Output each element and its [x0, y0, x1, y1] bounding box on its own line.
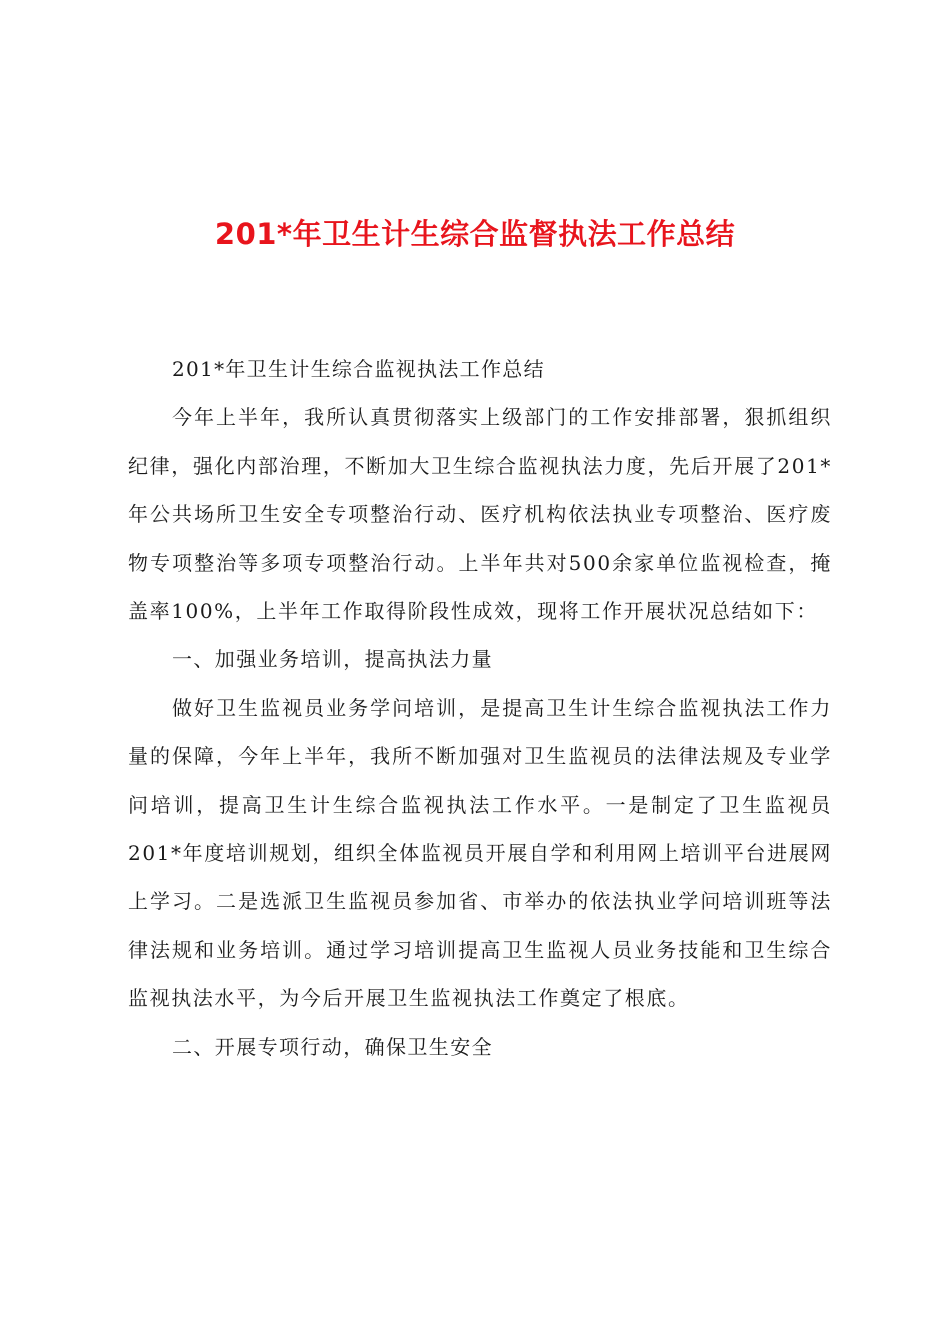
section-heading-1: 一、加强业务培训，提高执法力量: [172, 647, 493, 672]
intro-paragraph: 今年上半年，我所认真贯彻落实上级部门的工作安排部署，狠抓组织纪律，强化内部治理，不断加大卫生综合监视执法力度，先后开展了201*年公共场所卫生安全专项整治行动、医疗机构依法执业专项整治、医疗废物专项整治等多项专项整治行动。上半年共对500余家单位监视检查，掩盖率100%，上半年工作取得阶段性成效，现将工作开展状况总结如下：: [128, 405, 832, 624]
section-heading-2: 二、开展专项行动，确保卫生安全: [172, 1034, 493, 1059]
section-1-paragraph: 做好卫生监视员业务学问培训，是提高卫生计生综合监视执法工作力量的保障，今年上半年，我所不断加强对卫生监视员的法律法规及专业学问培训，提高卫生计生综合监视执法工作水平。一是制定了卫生监视员201*年度培训规划，组织全体监视员开展自学和利用网上培训平台进展网上学习。二是选派卫生监视员参加省、市举办的依法执业学问培训班等法律法规和业务培训。通过学习培训提高卫生监视人员业务技能和卫生综合监视执法水平，为今后开展卫生监视执法工作奠定了根底。: [128, 695, 832, 1011]
document-title: 201*年卫生计生综合监督执法工作总结: [214, 217, 736, 251]
document-body: [128, 345, 832, 1071]
document-subtitle: 201*年卫生计生综合监视执法工作总结: [172, 357, 545, 381]
